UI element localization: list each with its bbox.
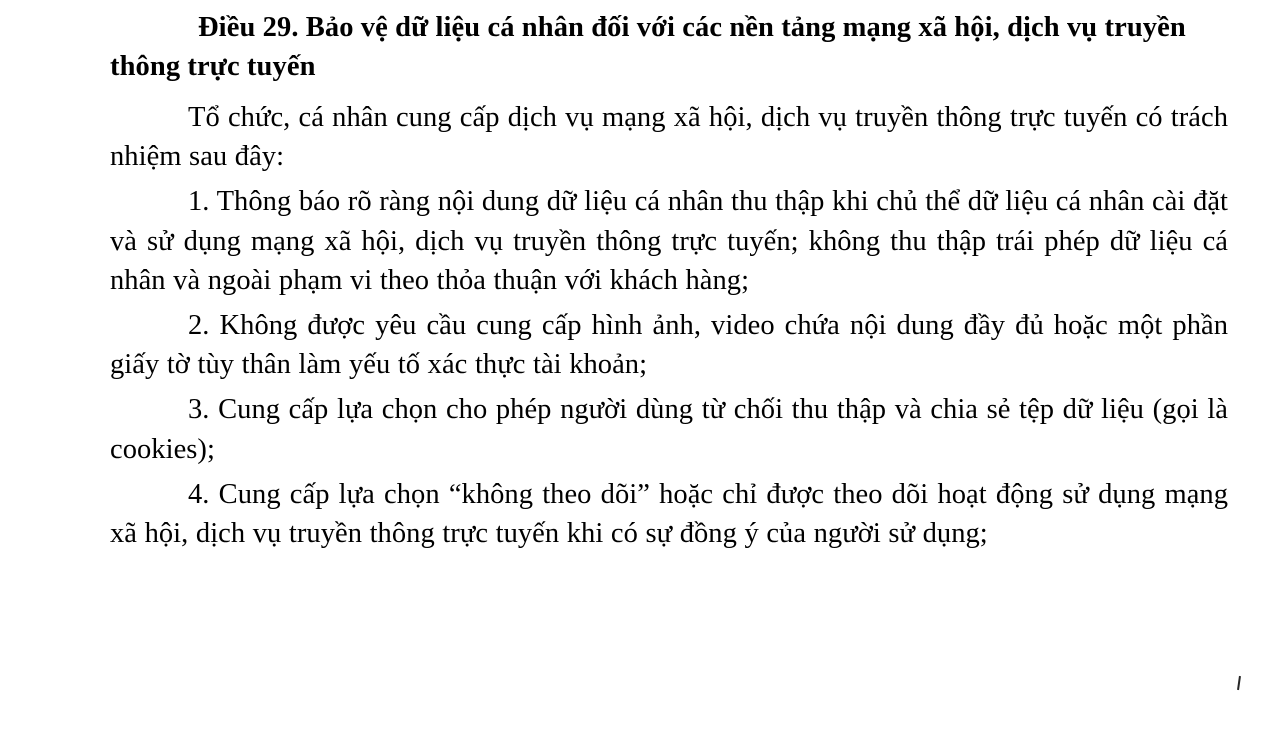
page-title: Điều 29. Bảo vệ dữ liệu cá nhân đối với các nền tảng mạng xã hội, dịch vụ truyền thông trực tuyến	[110, 12, 1186, 83]
paragraph-lead: Tổ chức, cá nhân cung cấp dịch vụ mạng xã hội, dịch vụ truyền thông trực tuyến có trách nhiệm sau đây:	[110, 102, 1228, 173]
paragraph-clause-1: 1. Thông báo rõ ràng nội dung dữ liệu cá nhân thu thập khi chủ thể dữ liệu cá nhân cài đặt và sử dụng mạng xã hội, dịch vụ truyền thông trực tuyến; không thu thập trái phép dữ liệu cá nhân và ngoài phạm vi theo thỏa thuận với khách hàng;	[110, 186, 1228, 296]
paragraph-clause-2: 2. Không được yêu cầu cung cấp hình ảnh, video chứa nội dung đầy đủ hoặc một phần giấy tờ tùy thân làm yếu tố xác thực tài khoản;	[110, 310, 1228, 381]
paragraph-clause-4: 4. Cung cấp lựa chọn “không theo dõi” hoặc chỉ được theo dõi hoạt động sử dụng mạng xã hội, dịch vụ truyền thông trực tuyến khi có sự đồng ý của người sử dụng;	[110, 478, 1228, 549]
paragraph-clause-3: 3. Cung cấp lựa chọn cho phép người dùng từ chối thu thập và chia sẻ tệp dữ liệu (gọi là cookies);	[110, 394, 1228, 465]
page-edge-mark	[1237, 676, 1241, 690]
